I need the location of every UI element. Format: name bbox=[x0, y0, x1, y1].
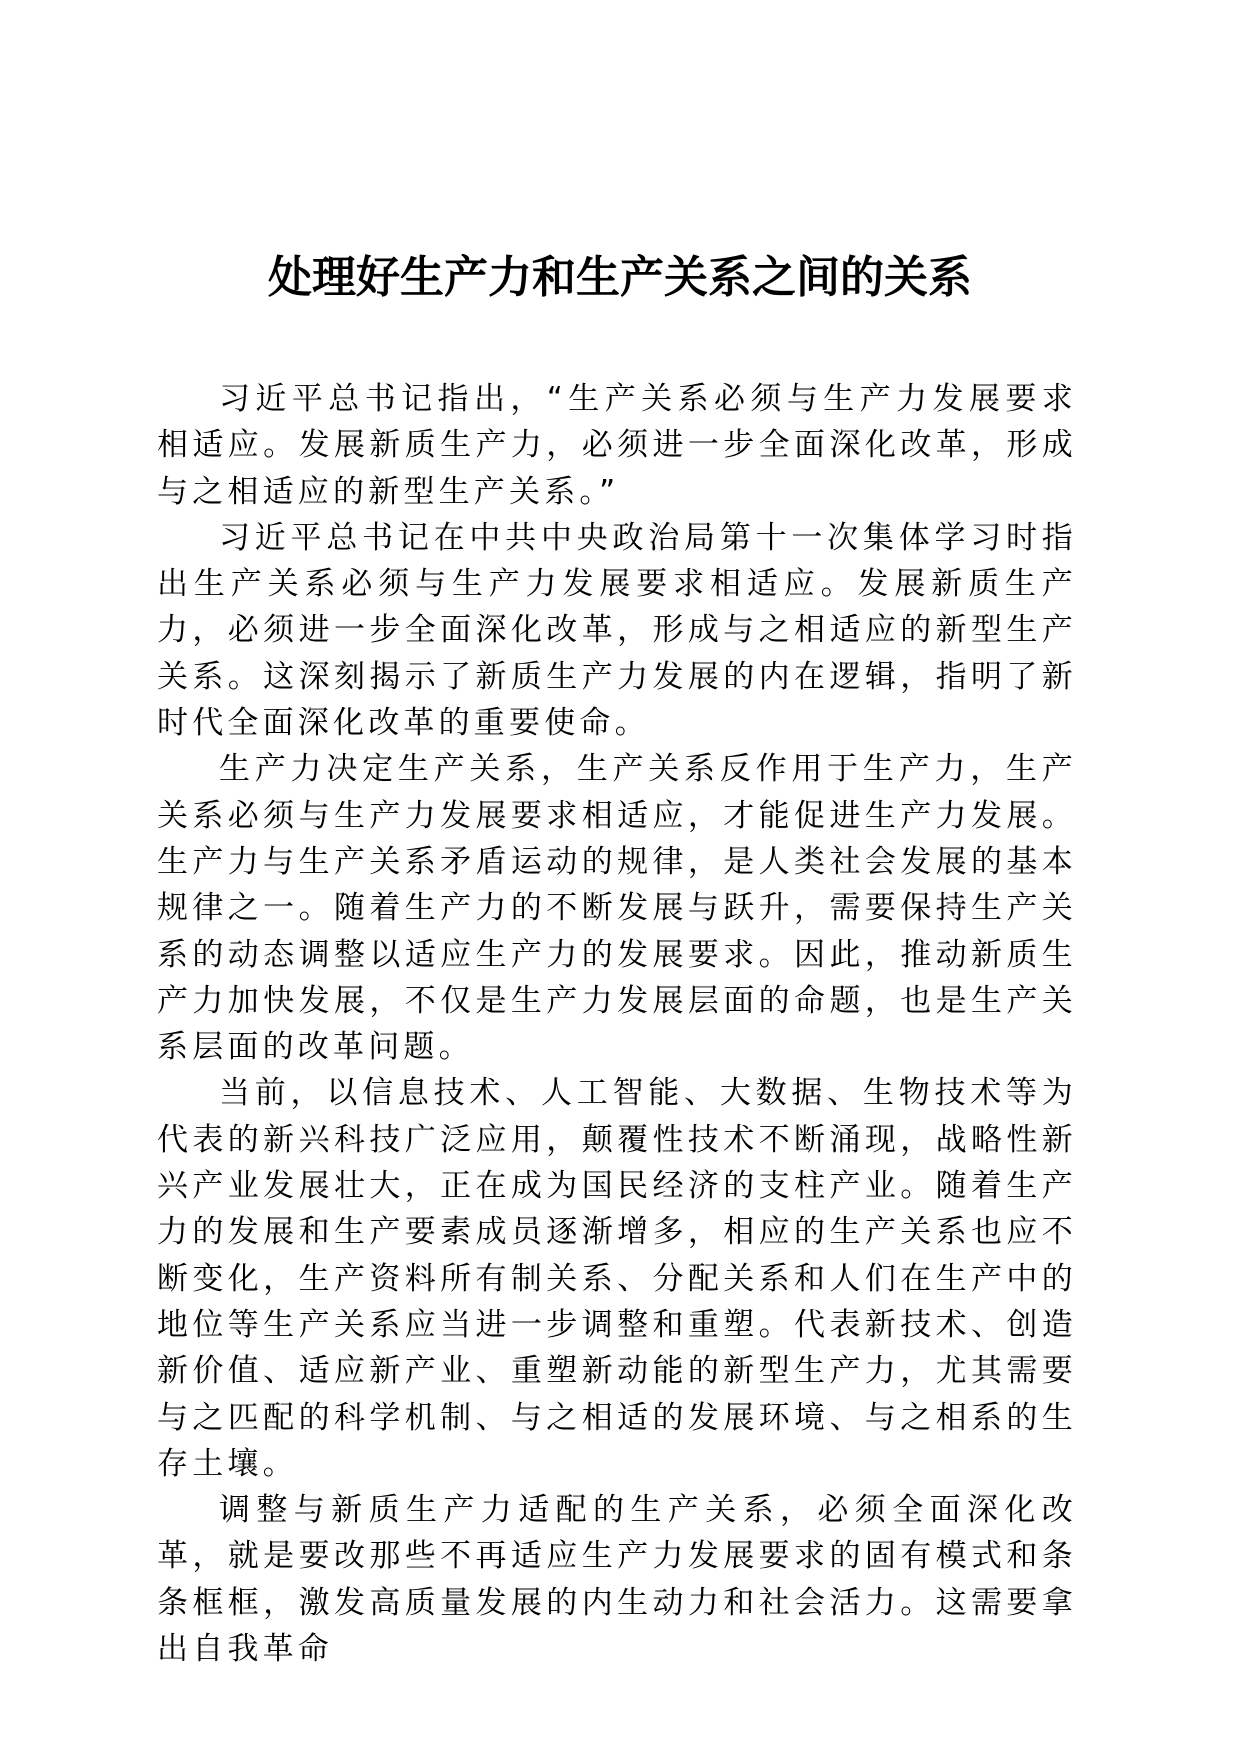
paragraph: 调整与新质生产力适配的生产关系，必须全面深化改革，就是要改那些不再适应生产力发展要求的固有模式和条条框框，激发高质量发展的内生动力和社会活力。这需要拿出自我革命 bbox=[157, 1492, 1077, 1668]
document-body bbox=[157, 376, 1077, 1672]
paragraph: 习近平总书记在中共中央政治局第十一次集体学习时指出生产关系必须与生产力发展要求相适应。发展新质生产力，必须进一步全面深化改革，形成与之相适应的新型生产关系。这深刻揭示了新质生产力发展的内在逻辑，指明了新时代全面深化改革的重要使命。 bbox=[157, 519, 1077, 742]
paragraph: 当前，以信息技术、人工智能、大数据、生物技术等为代表的新兴科技广泛应用，颠覆性技术不断涌现，战略性新兴产业发展壮大，正在成为国民经济的支柱产业。随着生产力的发展和生产要素成员逐渐增多，相应的生产关系也应不断变化，生产资料所有制关系、分配关系和人们在生产中的地位等生产关系应当进一步调整和重塑。代表新技术、创造新价值、适应新产业、重塑新动能的新型生产力，尤其需要与之匹配的科学机制、与之相适的发展环境、与之相系的生存土壤。 bbox=[157, 1075, 1077, 1482]
document-title: 处理好生产力和生产关系之间的关系 bbox=[268, 252, 972, 303]
paragraph: 生产力决定生产关系，生产关系反作用于生产力，生产关系必须与生产力发展要求相适应，才能促进生产力发展。生产力与生产关系矛盾运动的规律，是人类社会发展的基本规律之一。随着生产力的不断发展与跃升，需要保持生产关系的动态调整以适应生产力的发展要求。因此，推动新质生产力加快发展，不仅是生产力发展层面的命题，也是生产关系层面的改革问题。 bbox=[157, 751, 1077, 1066]
paragraph: 习近平总书记指出，“生产关系必须与生产力发展要求相适应。发展新质生产力，必须进一步全面深化改革，形成与之相适应的新型生产关系。” bbox=[157, 381, 1077, 510]
